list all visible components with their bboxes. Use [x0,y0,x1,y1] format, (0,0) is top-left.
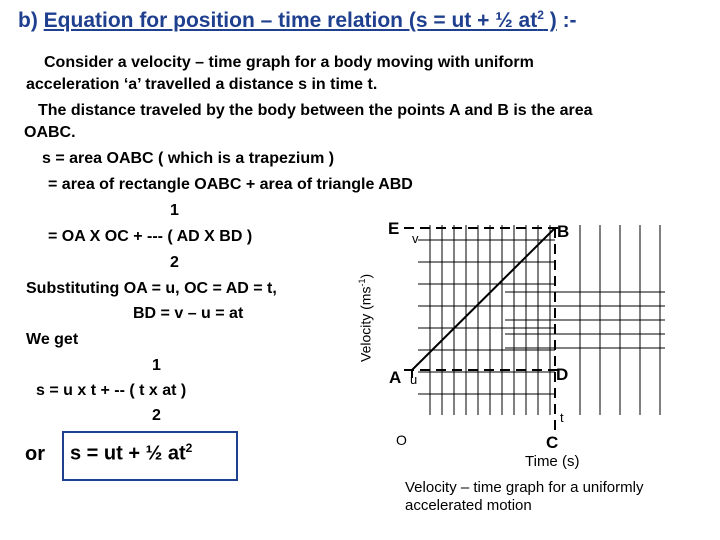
text-line-1: Consider a velocity – time graph for a body moving with uniform [44,54,534,71]
point-v-label: v [412,231,419,246]
fraction-denominator-2: 2 [152,407,161,424]
text-line-14: s = u x t + -- ( t x at ) [36,382,187,399]
title-close: ) [543,9,557,32]
title-main-text: Equation for position – time relation (s = ut + ½ at [43,9,538,32]
title-prefix: b) [18,9,44,32]
point-u-label: u [410,372,418,387]
x-axis-label: Time (s) [525,453,580,470]
line-AB [412,228,555,370]
text-line-2: acceleration ‘a’ travelled a distance s in time t. [26,76,378,93]
formula-expr-text: s = ut + ½ at [70,442,186,465]
y-axis-label-sup: -1 [357,278,367,287]
text-line-3: The distance traveled by the body between the points A and B is the area [38,102,593,119]
graph-grid [418,225,665,415]
graph-caption-line-1: Velocity – time graph for a uniformly [405,479,644,496]
point-A-label: A [389,368,402,387]
point-B-label: B [557,222,570,241]
y-axis-label-text: Velocity (ms [357,286,374,362]
title-sup: 2 [537,8,544,22]
text-line-10: Substituting OA = u, OC = AD = t, [26,280,277,297]
point-t-label: t [560,410,564,425]
fraction-denominator-1: 2 [170,254,179,271]
text-line-8: = OA X OC + --- ( AD X BD ) [48,228,253,245]
text-line-6: = area of rectangle OABC + area of triangle ABD [48,176,413,193]
origin-O-label: O [396,432,407,448]
title-suffix: :- [556,9,577,32]
text-line-4: OABC. [24,124,76,141]
y-axis-label-close: ) [357,273,374,279]
text-line-5: s = area OABC ( which is a trapezium ) [42,150,335,167]
fraction-numerator-1: 1 [170,202,179,219]
point-C-label: C [546,433,559,452]
point-E-label: E [388,219,400,238]
text-line-11: BD = v – u = at [133,305,244,322]
point-D-label: D [556,365,569,384]
y-axis-label [357,274,374,362]
text-line-12: We get [26,331,79,348]
formula-sup: 2 [185,441,193,455]
graph-caption-line-2: accelerated motion [405,497,532,514]
fraction-numerator-2: 1 [152,357,161,374]
formula-or: or [25,443,45,465]
